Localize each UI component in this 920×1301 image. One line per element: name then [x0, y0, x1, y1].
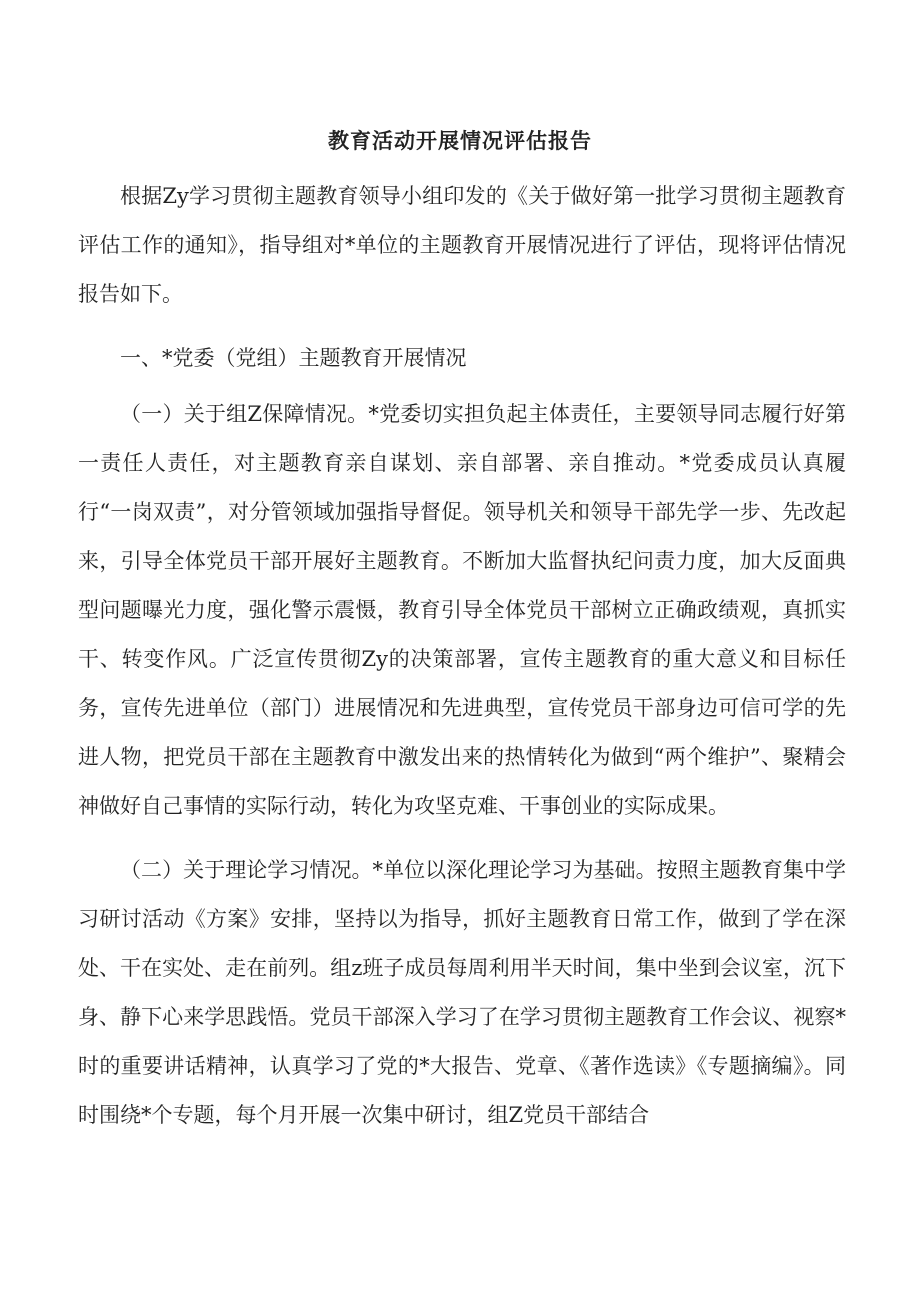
document-title: 教育活动开展情况评估报告	[328, 128, 592, 153]
intro-paragraph: 根据Zy学习贯彻主题教育领导小组印发的《关于做好第一批学习贯彻主题教育评估工作的通知》，指导组对*单位的主题教育开展情况进行了评估，现将评估情况报告如下。	[78, 184, 846, 306]
section-heading: 一、*党委（党组）主题教育开展情况	[120, 346, 467, 370]
document-body	[78, 172, 846, 1155]
organization-paragraph: （一）关于组Z保障情况。*党委切实担负起主体责任，主要领导同志履行好第一责任人责任，对主题教育亲自谋划、亲自部署、亲自推动。*党委成员认真履行“一岗双责”，对分管领域加强指导督促。领导机关和领导干部先学一步、先改起来，引导全体党员干部开展好主题教育。不断加大监督执纪问责力度，加大反面典型问题曝光力度，强化警示震慑，教育引导全体党员干部树立正确政绩观，真抓实干、转变作风。广泛宣传贯彻Zy的决策部署，宣传主题教育的重大意义和目标任务，宣传先进单位（部门）进展情况和先进典型，宣传党员干部身边可信可学的先进人物，把党员干部在主题教育中激发出来的热情转化为做到“两个维护”、聚精会神做好自己事情的实际行动，转化为攻坚克难、干事创业的实际成果。	[78, 402, 846, 818]
theory-study-paragraph: （二）关于理论学习情况。*单位以深化理论学习为基础。按照主题教育集中学习研讨活动《方案》安排，坚持以为指导，抓好主题教育日常工作，做到了学在深处、干在实处、走在前列。组z班子成员每周利用半天时间，集中坐到会议室，沉下身、静下心来学思践悟。党员干部深入学习了在学习贯彻主题教育工作会议、视察*时的重要讲话精神，认真学习了党的*大报告、党章、《著作选读》《专题摘编》。同时围绕*个专题，每个月开展一次集中研讨，组Z党员干部结合	[78, 858, 846, 1127]
